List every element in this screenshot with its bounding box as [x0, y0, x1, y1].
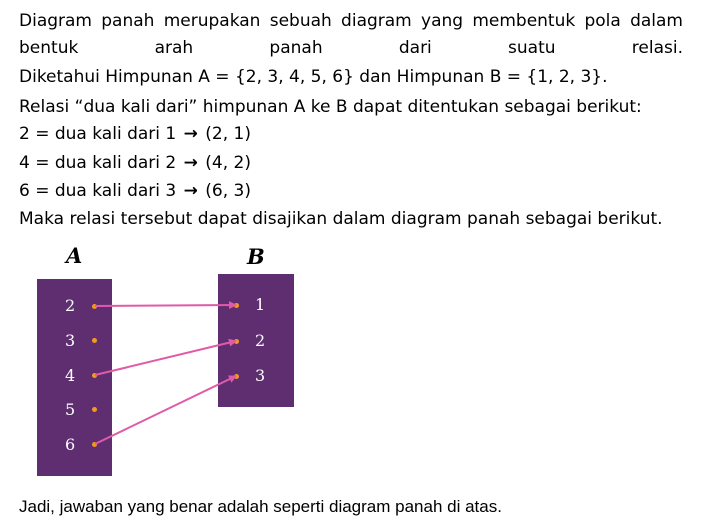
- mapping-arrow-4-to-2: [95, 341, 236, 375]
- right-arrow-icon: →: [183, 153, 198, 173]
- set-a-element: 6: [65, 435, 76, 454]
- step-1-equation: 2 = dua kali dari 1: [19, 124, 177, 144]
- step-1-pair: (2, 1): [205, 124, 251, 144]
- set-a-label: A: [66, 243, 83, 268]
- step-3-equation: 6 = dua kali dari 3: [19, 181, 177, 201]
- set-a-element: 4: [65, 366, 76, 385]
- set-b-element: 2: [255, 331, 266, 350]
- set-b-element: 1: [255, 295, 266, 314]
- answer-text: Jadi, jawaban yang benar adalah seperti diagram panah di atas.: [19, 497, 502, 516]
- given-sets-text: Diketahui Himpunan A = {2, 3, 4, 5, 6} dan Himpunan B = {1, 2, 3}.: [19, 67, 608, 87]
- set-a-element: 3: [65, 331, 76, 350]
- mapping-arrow-2-to-1: [95, 305, 236, 306]
- step-2-pair: (4, 2): [205, 153, 251, 173]
- relation-text: Relasi “dua kali dari” himpunan A ke B dapat ditentukan sebagai berikut:: [19, 97, 642, 117]
- set-a-element: 2: [65, 296, 76, 315]
- step-3-pair: (6, 3): [205, 181, 251, 201]
- mapping-arrow-6-to-3: [95, 376, 236, 444]
- intro-paragraph: Diagram panah merupakan sebuah diagram yang membentuk pola dalam bentuk arah panah dari suatu relasi.: [19, 11, 683, 58]
- conclusion-text: Maka relasi tersebut dapat disajikan dalam diagram panah sebagai berikut.: [19, 209, 663, 229]
- set-a-element: 5: [65, 400, 76, 419]
- right-arrow-icon: →: [183, 181, 198, 201]
- set-b-label: B: [247, 244, 265, 269]
- step-2-equation: 4 = dua kali dari 2: [19, 153, 177, 173]
- set-b-element: 3: [255, 366, 266, 385]
- right-arrow-icon: →: [183, 124, 198, 144]
